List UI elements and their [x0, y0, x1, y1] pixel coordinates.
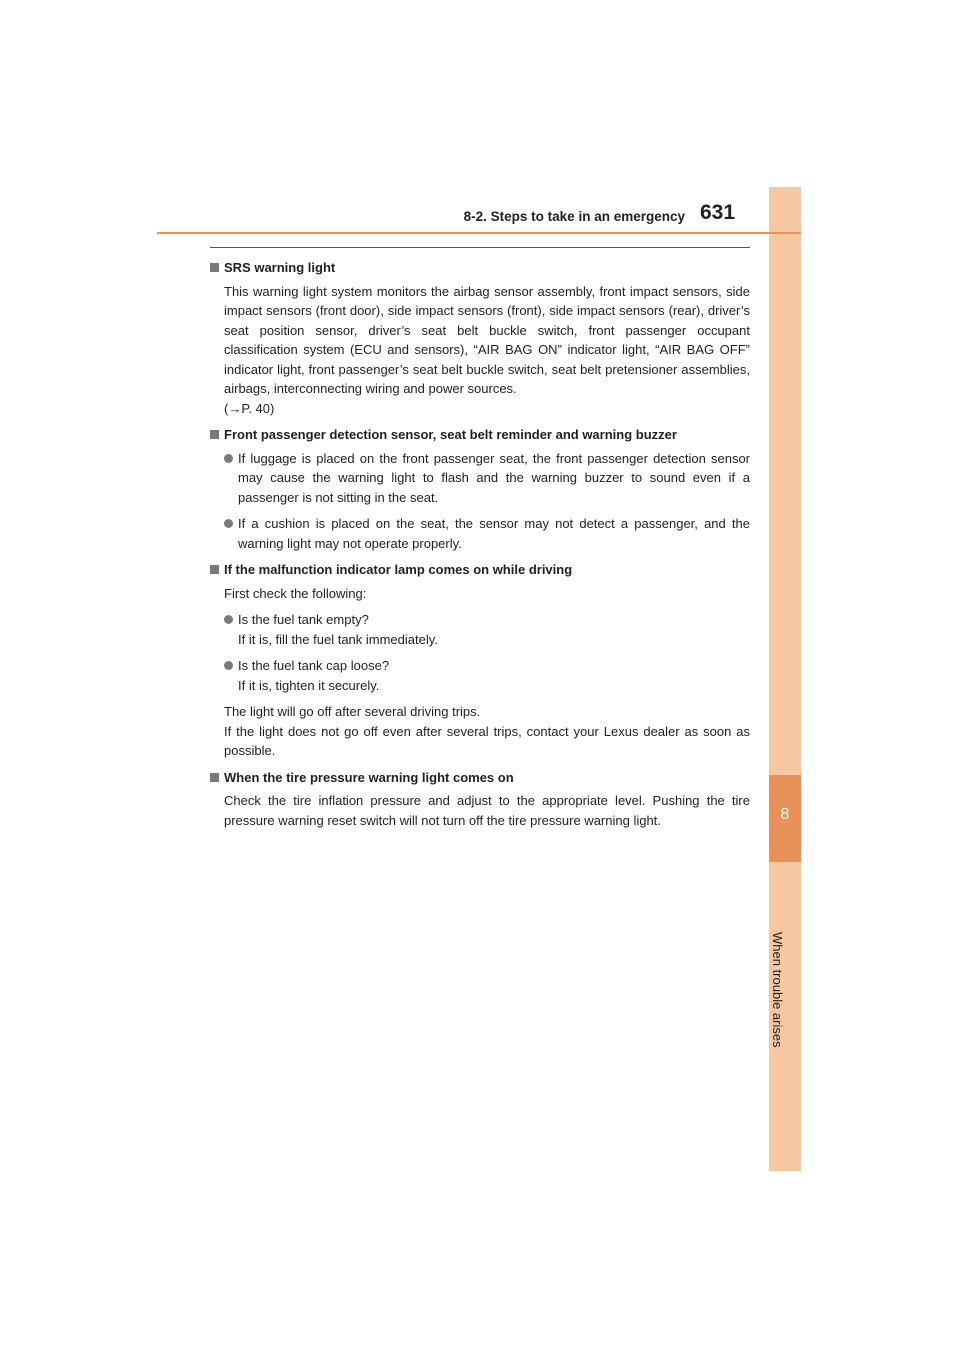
list-item: Is the fuel tank cap loose? If it is, tighten it securely. [238, 656, 750, 695]
page-number: 631 [700, 201, 736, 224]
content-rule [210, 247, 750, 248]
malfunction-heading: If the malfunction indicator lamp comes on while driving [210, 560, 750, 580]
header-rule [157, 232, 801, 234]
malfunction-intro: First check the following: [224, 585, 367, 601]
srs-body: This warning light system monitors the airbag sensor assembly, front impact sensors, side impact sensors (front door), side impact sensors (front), side impact sensors (rear), driver’s seat position sensor, driver’s seat belt buckle switch, front passenger occupant classification system (ECU and sensors), “AIR BAG ON” indicator light, “AIR BAG OFF” indicator light, front passenger’s seat belt buckle switch, seat belt pretensioner assemblies, airbags, interconnecting wiring and power sources. (→P. 40) [224, 282, 750, 419]
srs-heading: SRS warning light [210, 258, 750, 278]
square-bullet-icon [210, 430, 219, 439]
round-bullet-icon [224, 454, 233, 463]
tire-heading: When the tire pressure warning light comes on [210, 768, 750, 788]
passenger-heading: Front passenger detection sensor, seat belt reminder and warning buzzer [210, 425, 750, 445]
round-bullet-icon [224, 519, 233, 528]
page-content [210, 258, 750, 837]
square-bullet-icon [210, 263, 219, 272]
chapter-title: When trouble arises [770, 932, 785, 1048]
round-bullet-icon [224, 615, 233, 624]
list-item: If luggage is placed on the front passenger seat, the front passenger detection sensor may cause the warning light to flash and the warning buzzer to sound even if a passenger is not sitting in the seat. [238, 449, 750, 508]
chapter-number: 8 [780, 806, 790, 823]
tire-body: Check the tire inflation pressure and adjust to the appropriate level. Pushing the tire pressure warning reset switch will not turn off the tire pressure warning light. [224, 793, 750, 828]
square-bullet-icon [210, 565, 219, 574]
square-bullet-icon [210, 773, 219, 782]
header-section-title: 8-2. Steps to take in an emergency [463, 209, 685, 224]
malfunction-outro: The light will go off after several driving trips. If the light does not go off even after several trips, contact your Lexus dealer as soon as possible. [224, 704, 750, 758]
list-item: If a cushion is placed on the seat, the sensor may not detect a passenger, and the warning light may not operate properly. [238, 514, 750, 553]
round-bullet-icon [224, 661, 233, 670]
list-item: Is the fuel tank empty? If it is, fill the fuel tank immediately. [238, 610, 750, 649]
srs-page-reference[interactable]: (→P. 40) [224, 400, 275, 416]
